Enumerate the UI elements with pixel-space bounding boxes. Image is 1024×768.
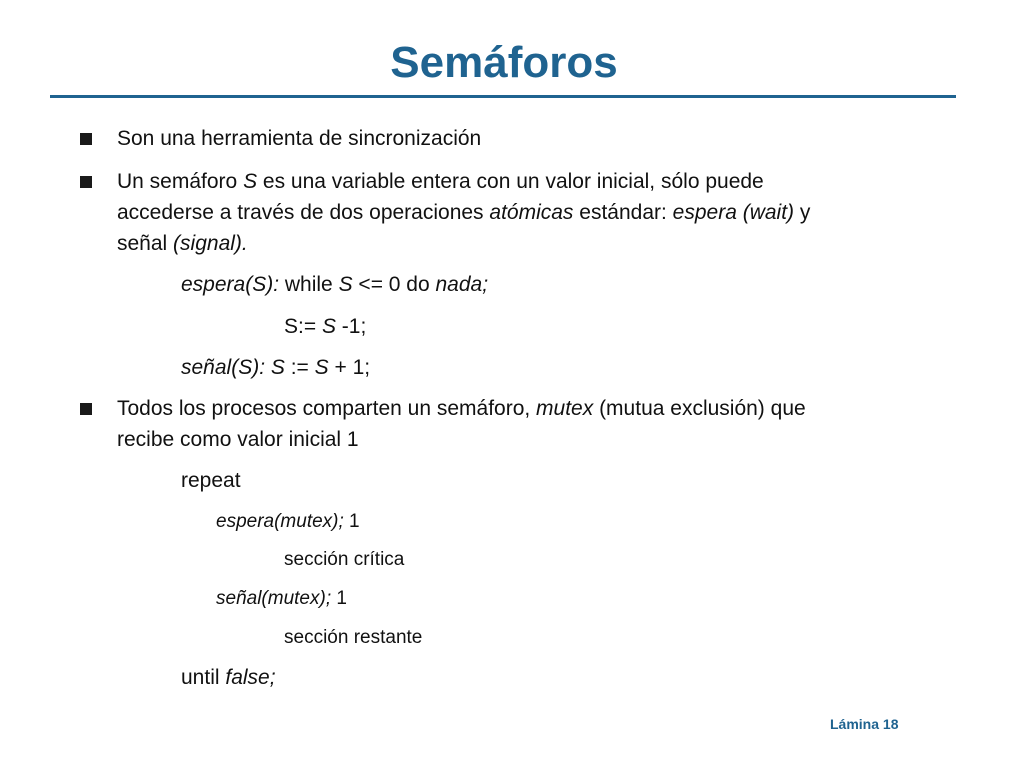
wait-definition: espera(S): while S <= 0 do nada;: [181, 273, 489, 296]
bullet-3-line-2: recibe como valor inicial 1: [117, 428, 359, 451]
code-critical-section: sección crítica: [284, 549, 405, 570]
signal-definition: señal(S): S := S + 1;: [181, 356, 371, 379]
slide-number: Lámina 18: [830, 716, 899, 732]
code-until: until false;: [181, 666, 276, 689]
bullet-marker: [80, 133, 92, 145]
bullet-2-line-3: señal (signal).: [117, 232, 248, 255]
decrement-definition: S:= S -1;: [284, 315, 367, 338]
code-remainder-section: sección restante: [284, 627, 423, 648]
code-signal: señal(mutex); 1: [216, 588, 347, 609]
bullet-marker: [80, 403, 92, 415]
code-repeat: repeat: [181, 469, 241, 492]
bullet-marker: [80, 176, 92, 188]
bullet-2-line-1: Un semáforo S es una variable entera con un valor inicial, sólo puede: [117, 170, 764, 193]
title-divider: [50, 95, 956, 98]
bullet-2-line-2: accederse a través de dos operaciones atómicas estándar: espera (wait) y: [117, 201, 811, 224]
code-wait: espera(mutex); 1: [216, 511, 360, 532]
slide-title: Semáforos: [390, 38, 618, 87]
bullet-3-line-1: Todos los procesos comparten un semáforo, mutex (mutua exclusión) que: [117, 397, 806, 420]
bullet-1-text: Son una herramienta de sincronización: [117, 127, 482, 150]
